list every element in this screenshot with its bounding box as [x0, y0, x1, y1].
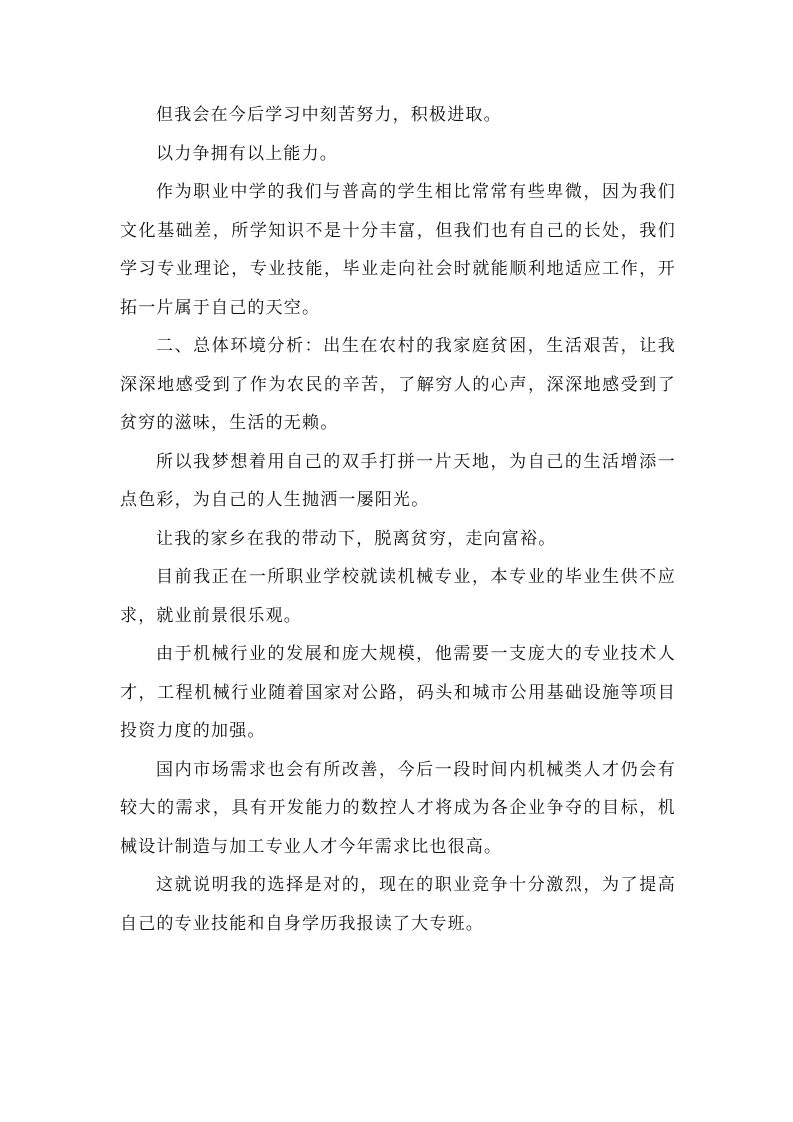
paragraph-5: 所以我梦想着用自己的双手打拼一片天地，为自己的生活增添一点色彩，为自己的人生抛洒一屡阳光。: [120, 451, 676, 510]
document-body: [120, 96, 676, 943]
paragraph-6: 让我的家乡在我的带动下，脱离贫穷，走向富裕。: [156, 528, 557, 549]
paragraph-3: 作为职业中学的我们与普高的学生相比常常有些卑微，因为我们文化基础差，所学知识不是十分丰富，但我们也有自己的长处，我们学习专业理论，专业技能，毕业走向社会时就能顺利地适应工作，开拓一片属于自己的天空。: [120, 182, 676, 318]
paragraph-2: 以力争拥有以上能力。: [156, 143, 338, 164]
paragraph-4: 二、总体环境分析：出生在农村的我家庭贫困，生活艰苦，让我深深地感受到了作为农民的辛苦，了解穷人的心声，深深地感受到了贫穷的滋味，生活的无赖。: [120, 336, 676, 433]
paragraph-9: 国内市场需求也会有所改善，今后一段时间内机械类人才仍会有较大的需求，具有开发能力的数控人才将成为各企业争夺的目标，机械设计制造与加工专业人才今年需求比也很高。: [120, 759, 676, 857]
paragraph-10: 这就说明我的选择是对的，现在的职业竞争十分激烈，为了提高自己的专业技能和自身学历我报读了大专班。: [120, 875, 676, 934]
paragraph-7: 目前我正在一所职业学校就读机械专业，本专业的毕业生供不应求，就业前景很乐观。: [120, 567, 676, 626]
paragraph-1: 但我会在今后学习中刻苦努力，积极进取。: [156, 105, 502, 125]
paragraph-8: 由于机械行业的发展和庞大规模，他需要一支庞大的专业技术人才，工程机械行业随着国家对公路，码头和城市公用基础设施等项目投资力度的加强。: [120, 644, 676, 741]
